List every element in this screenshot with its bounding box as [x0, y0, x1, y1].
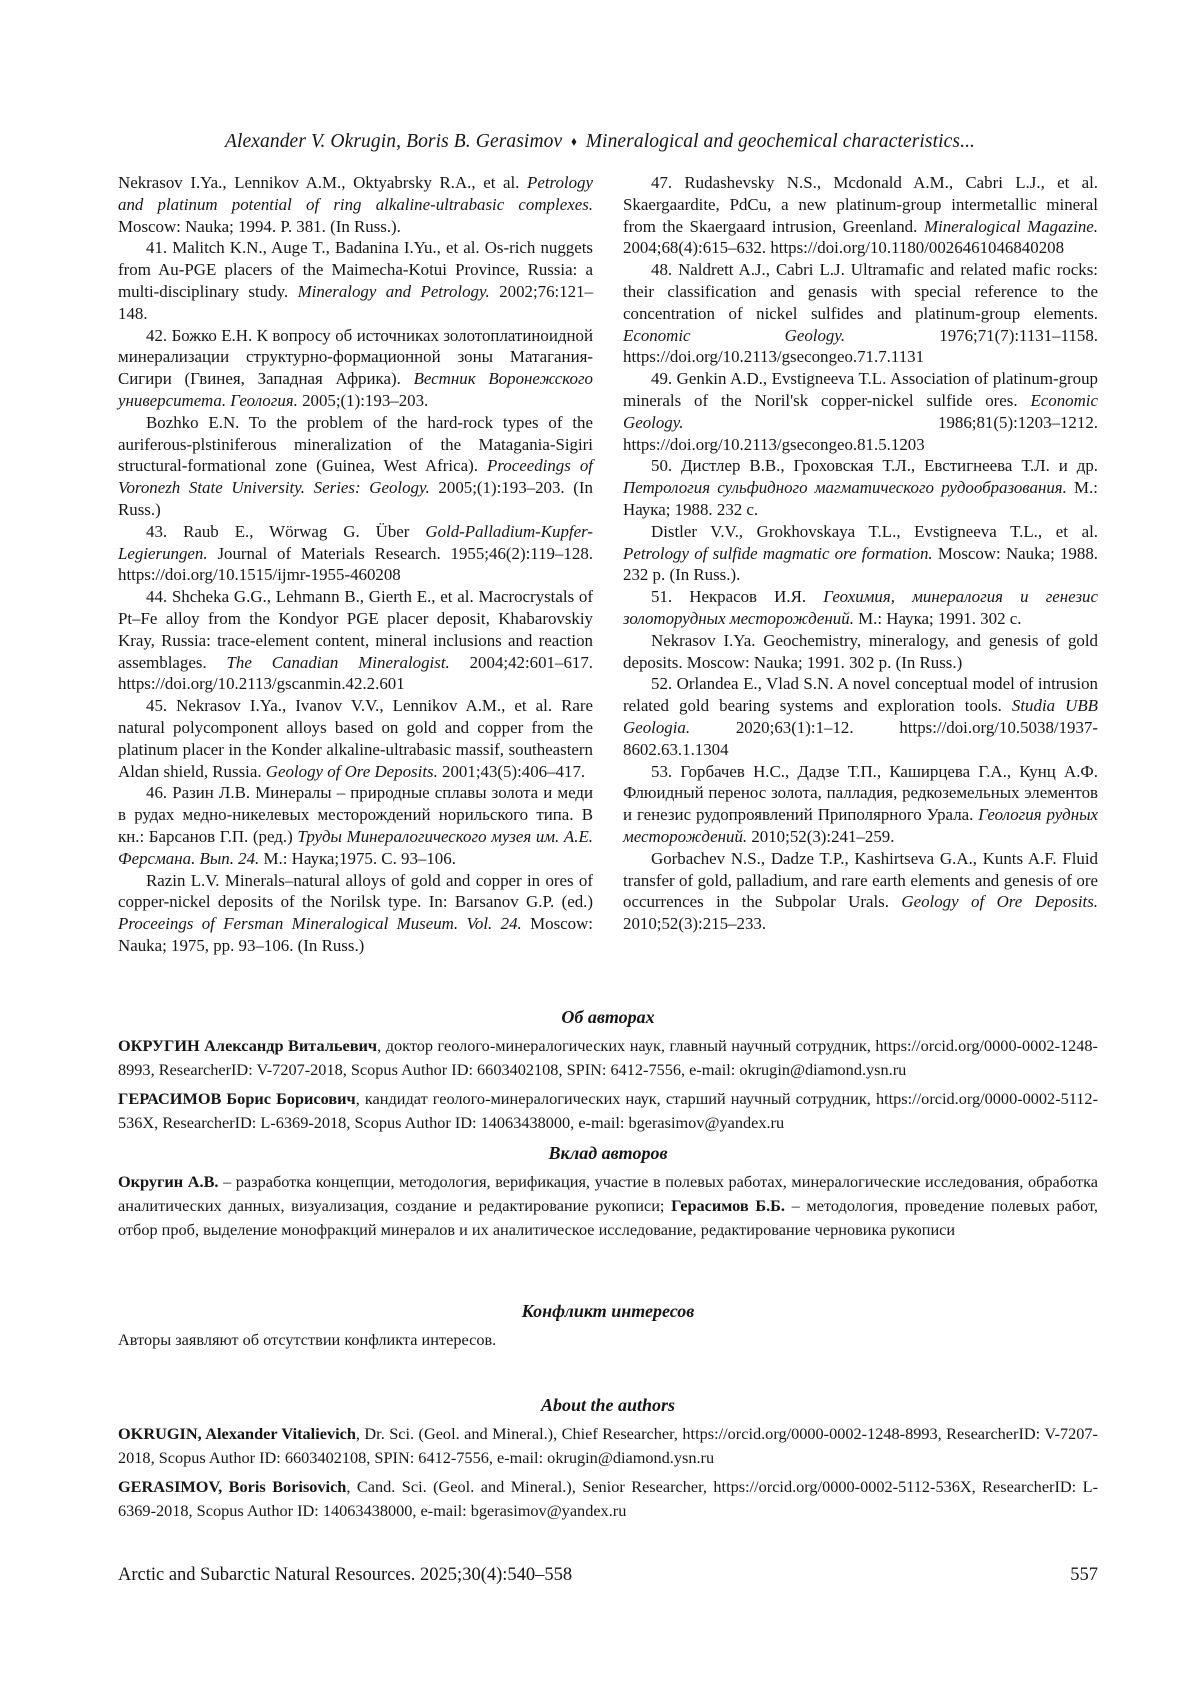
- reference-entry: [623, 259, 1098, 368]
- reference-text: 52. Orlandea E., Vlad S.N. A novel conceptual model of intrusion related gold bearing systems and exploration tools.: [623, 674, 1098, 716]
- reference-text: 2005;(1):193–203. (In Russ.): [118, 478, 594, 519]
- reference-entry: [623, 673, 1098, 760]
- reference-text: 43. Raub E., Wörwag G. Über: [146, 521, 426, 541]
- about-authors-ru-heading: Об авторах: [561, 1007, 655, 1027]
- reference-entry: [118, 695, 593, 782]
- reference-text: 2004;68(4):615–632. https://doi.org/10.1180/0026461046840208: [623, 238, 1065, 258]
- reference-entry: [623, 761, 1098, 848]
- reference-text: 53. Горбачев Н.С., Дадзе Т.П., Каширцева Г.А., Кунц А.Ф. Флюидный перенос золота, палладия, редкоземельных элементов и генезис рудопроявлений Приполярного Урала.: [623, 761, 1098, 825]
- reference-source: Труды Минералогического музея им. А.Е. Ферсмана. Вып. 24.: [118, 826, 594, 868]
- reference-entry: [623, 586, 1098, 630]
- reference-text: Gorbachev N.S., Dadze T.P., Kashirtseva G.A., Kunts A.F. Fluid transfer of gold, palladium, and rare earth elements and genesis of ore occurrences in the Subpolar Urals.: [623, 848, 1098, 912]
- reference-entry: [623, 172, 1098, 259]
- reference-text: 51. Некрасов И.Я.: [651, 587, 824, 607]
- reference-source: Geology of Ore Deposits.: [901, 892, 1099, 912]
- reference-text: 47. Rudashevsky N.S., Mcdonald A.M., Cabri L.J., et al. Skaergaardite, PdCu, a new platinum-group intermetallic mineral from the Skaergaard intrusion, Greenland.: [623, 173, 1098, 236]
- reference-entry: [623, 455, 1098, 520]
- reference-text: Moscow: Nauka; 1994. P. 381. (In Russ.).: [118, 216, 401, 236]
- reference-entry: [118, 586, 593, 695]
- author-name: OKRUGIN, Alexander Vitalievich: [118, 1424, 356, 1443]
- conflict-text: Авторы заявляют об отсутствии конфликта интересов.: [118, 1330, 497, 1349]
- reference-text: Bozhko E.N. To the problem of the hard-rock types of the auriferous-plstiniferous mineralization of the Matagania-Sigiri structural-formational zone (Guinea, West Africa).: [118, 412, 593, 476]
- reference-text: 48. Naldrett A.J., Cabri L.J. Ultramafic and related mafic rocks: their classification and genasis with special reference to the concentration of nickel sulfides and platinum-group elements.: [623, 260, 1098, 323]
- reference-text: Moscow: Nauka; 1975, pp. 93–106. (In Russ.): [118, 914, 594, 955]
- about-authors-en: [118, 1393, 1098, 1528]
- contributor-name: Округин А.В.: [118, 1172, 219, 1191]
- author-details: , доктор геолого-минералогических наук, главный научный сотрудник, https://orcid.org/0000-0002-1248-8993, ResearcherID: V-7207-2018, Scopus Author ID: 6603402108, SPIN: 6412-7556, e-mail: okrugin@diamond.ysn.ru: [118, 1036, 1098, 1079]
- reference-source: Петрология сульфидного магматического рудообразования.: [623, 478, 1067, 498]
- reference-text: 2010;52(3):241–259.: [747, 826, 895, 846]
- contribution-details: – методология, проведение полевых работ, отбор проб, выделение монофракций минералов и их аналитическое исследование, редактирование черновика рукописи: [118, 1196, 1098, 1239]
- reference-source: Geology of Ore Deposits.: [265, 761, 438, 781]
- reference-source: Economic Geology.: [623, 325, 846, 345]
- author-name: ОКРУГИН Александр Витальевич: [118, 1036, 378, 1055]
- reference-source: Petrology and platinum potential of ring alkaline-ultrabasic complexes.: [118, 173, 593, 214]
- author-entry-ru: [118, 1034, 1098, 1082]
- reference-text: 46. Разин Л.В. Минералы – природные сплавы золота и меди в рудах медно-никелевых месторождений норильского типа. В кн.: Барсанов Г.П. (ред.): [118, 783, 593, 846]
- reference-text: 1976;71(7):1131–1158. https://doi.org/10.2113/gsecongeo.71.7.1131: [623, 325, 1098, 367]
- conflict-heading: Конфликт интересов: [521, 1301, 695, 1321]
- reference-source: Gold-Palladium-Kupfer-Legierungen.: [118, 521, 593, 563]
- reference-text: Nekrasov I.Ya., Lennikov A.M., Oktyabrsky R.A., et al.: [118, 173, 528, 192]
- about-authors-en-heading: About the authors: [540, 1395, 676, 1415]
- reference-source: Economic Geology.: [623, 390, 1098, 432]
- diamond-separator-icon: ⬧: [571, 134, 577, 148]
- reference-entry: [623, 521, 1098, 586]
- reference-text: 49. Genkin A.D., Evstigneeva T.L. Association of platinum-group minerals of the Noril'sk copper-nickel sulfide ores.: [623, 369, 1098, 410]
- reference-list: [118, 172, 1098, 994]
- contribution-details: – разработка концепции, методология, верификация, участие в полевых работах, минералогические исследования, обработка аналитических данных, визуализация, создание и редактирование рукописи;: [118, 1172, 1098, 1215]
- reference-source: Petrology of sulfide magmatic ore formation.: [623, 543, 933, 563]
- author-name: GERASIMOV, Boris Borisovich: [118, 1477, 347, 1496]
- reference-text: 45. Nekrasov I.Ya., Ivanov V.V., Lennikov A.M., et al. Rare natural polycomponent alloys based on gold and copper from the platinum placer in the Konder alkaline-ultrabasic massif, southeastern Aldan shield, Russia.: [118, 696, 593, 781]
- reference-text: 2020;63(1):1–12. https://doi.org/10.5038/1937-8602.63.1.1304: [623, 717, 1098, 759]
- reference-entry: [623, 368, 1098, 455]
- page-number: 557: [1070, 1565, 1098, 1585]
- reference-text: 44. Shcheka G.G., Lehmann B., Gierth E., et al. Macrocrystals of Pt–Fe alloy from the Kondyor PGE placer deposit, Khabarovskiy Kray, Russia: trace-element content, mineral inclusions and reaction assemblages.: [118, 587, 593, 672]
- reference-text: Moscow: Nauka; 1988. 232 p. (In Russ.).: [623, 543, 1098, 585]
- reference-text: Journal of Materials Research. 1955;46(2):119–128. https://doi.org/10.1515/ijmr-1955-460208: [118, 543, 593, 585]
- reference-source: Геология рудных месторождений.: [623, 805, 1099, 846]
- author-entry-en: [118, 1422, 1098, 1470]
- reference-entry: [623, 848, 1098, 935]
- reference-entry: [118, 412, 593, 521]
- reference-entry: [118, 237, 593, 324]
- reference-entry: [118, 782, 593, 869]
- author-entry-en: [118, 1475, 1098, 1523]
- contributor-name: Герасимов Б.Б.: [671, 1196, 785, 1215]
- reference-text: 42. Божко Е.Н. К вопросу об источниках золотоплатиноидной минерализации структурно-формационной зоны Матагания-Сигири (Гвинея, Западная Африка).: [118, 325, 593, 389]
- reference-text: 2001;43(5):406–417.: [437, 761, 586, 781]
- reference-entry: [118, 521, 593, 586]
- reference-source: Геохимия, минералогия и генезис золоторудных месторождений.: [623, 587, 1098, 628]
- author-details: , Cand. Sci. (Geol. and Mineral.), Senior Researcher, https://orcid.org/0000-0002-5112-536X, ResearcherID: L-6369-2018, Scopus Author ID: 14063438000, e-mail: bgerasimov@yandex.ru: [118, 1477, 1098, 1520]
- reference-text: М.: Наука; 1991. 302 с.: [853, 608, 1022, 628]
- reference-text: М.: Наука; 1988. 232 с.: [623, 478, 1098, 519]
- journal-citation: Arctic and Subarctic Natural Resources. 2025;30(4):540–558: [118, 1565, 573, 1585]
- about-authors-ru: [118, 1005, 1098, 1140]
- reference-source: Mineralogical Magazine.: [923, 216, 1098, 236]
- running-head: [0, 131, 1200, 153]
- author-entry-ru: [118, 1087, 1098, 1135]
- reference-text: 2004;42:601–617. https://doi.org/10.2113/gscanmin.42.2.601: [118, 652, 594, 694]
- reference-entry: [118, 172, 593, 237]
- reference-entry: [118, 325, 593, 412]
- author-contributions: [118, 1141, 1098, 1247]
- reference-text: Distler V.V., Grokhovskaya T.L., Evstigneeva T.L., et al.: [651, 521, 1098, 541]
- author-details: , кандидат геолого-минералогических наук, старший научный сотрудник, https://orcid.org/0000-0002-5112-536X, ResearcherID: L-6369-2018, Scopus Author ID: 14063438000, e-mail: bgerasimov@yandex.ru: [118, 1089, 1098, 1132]
- reference-text: Razin L.V. Minerals–natural alloys of gold and copper in ores of copper-nickel deposits of the Norilsk type. In: Barsanov G.P. (ed.): [118, 870, 593, 912]
- page-footer: [118, 1565, 1098, 1586]
- reference-text: М.: Наука;1975. С. 93–106.: [259, 848, 456, 868]
- contributions-text: [118, 1170, 1098, 1242]
- reference-text: Nekrasov I.Ya. Geochemistry, mineralogy, and genesis of gold deposits. Moscow: Nauka; 1991. 302 p. (In Russ.): [623, 630, 1098, 672]
- reference-text: 2005;(1):193–203.: [297, 390, 429, 410]
- reference-source: Proceedings of Voronezh State University. Series: Geology.: [118, 456, 593, 498]
- reference-source: Proceeings of Fersman Mineralogical Museum. Vol. 24.: [118, 914, 522, 934]
- reference-source: Studia UBB Geologia.: [623, 696, 1098, 737]
- reference-text: 2010;52(3):215–233.: [623, 914, 767, 934]
- running-head-title: Mineralogical and geochemical characteristics...: [585, 131, 976, 152]
- reference-source: Вестник Воронежского университета. Геология.: [118, 369, 593, 410]
- reference-entry: [118, 870, 593, 957]
- reference-source: The Canadian Mineralogist.: [226, 652, 450, 672]
- running-head-authors: Alexander V. Okrugin, Boris B. Gerasimov: [224, 131, 563, 152]
- reference-text: 50. Дистлер В.В., Гроховская Т.Л., Евстигнеева Т.Л. и др.: [651, 456, 1098, 476]
- reference-entry: [623, 630, 1098, 674]
- author-name: ГЕРАСИМОВ Борис Борисович: [118, 1089, 356, 1108]
- author-contributions-heading: Вклад авторов: [548, 1143, 668, 1163]
- conflict-of-interest: [118, 1299, 1098, 1357]
- reference-text: 1986;81(5):1203–1212. https://doi.org/10.2113/gsecongeo.81.5.1203: [623, 412, 1098, 454]
- reference-text: 41. Malitch K.N., Auge T., Badanina I.Yu., et al. Os-rich nuggets from Au-PGE placers of the Maimecha-Kotui Province, Russia: a multi-disciplinary study.: [118, 238, 593, 301]
- reference-source: Mineralogy and Petrology.: [297, 281, 490, 301]
- author-details: , Dr. Sci. (Geol. and Mineral.), Chief Researcher, https://orcid.org/0000-0002-1248-8993, ResearcherID: V-7207-2018, Scopus Author ID: 6603402108, SPIN: 6412-7556, e-mail: okrugin@diamond.ysn.ru: [118, 1424, 1098, 1467]
- reference-text: 2002;76:121–148.: [118, 281, 594, 323]
